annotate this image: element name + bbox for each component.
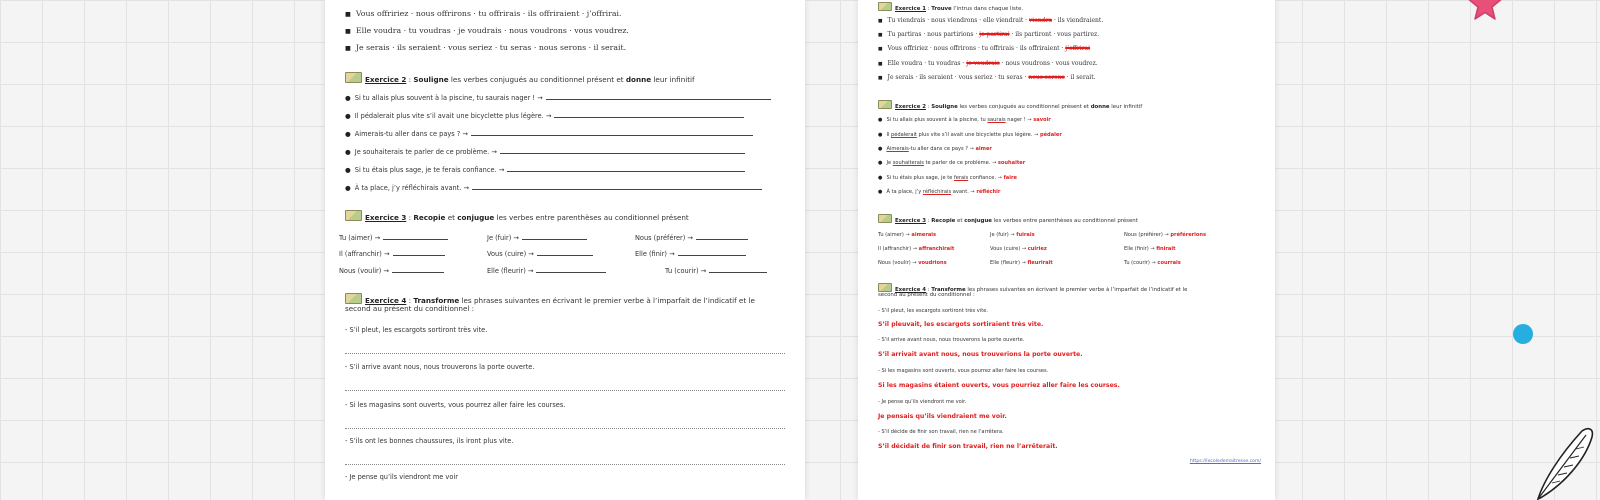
key-ex1-line: ■ Tu partiras · nous partirions · je partirai · ils partiront · vous partirez. (878, 31, 1099, 38)
answer-line[interactable] (507, 171, 745, 172)
ex4-sentence: - S’il pleut, les escargots sortiront très vite. (345, 326, 488, 334)
exercise-icon (878, 283, 892, 292)
key-ex4-question: - S’il arrive avant nous, nous trouverons la porte ouverte. (878, 337, 1025, 343)
key-ex4-question: - Je pense qu’ils viendront me voir. (878, 399, 967, 405)
ex4-sentence: - Si les magasins sont ouverts, vous pourrez aller faire les courses. (345, 401, 566, 409)
key-ex3-item: Tu (aimer) → aimerais (878, 232, 937, 238)
key-ex1-line: ■ Je serais · ils seraient · vous seriez · tu seras · nous serons · il serait. (878, 74, 1096, 81)
key-ex4-answer: S’il décidait de finir son travail, rien ne l’arrêterait. (878, 443, 1058, 450)
ex4-sentence: - S’ils ont les bonnes chaussures, ils iront plus vite. (345, 437, 514, 445)
ex3-item: Tu (aimer) → (339, 234, 448, 242)
key-ex1-line: ■ Vous offririez · nous offrirons · tu offrirais · ils offriraient · j’offrirai (878, 45, 1090, 52)
ex4-heading: Exercice 4 : Transforme les phrases suivantes en écrivant le premier verbe à l’imparfait de l’indicatif et le (345, 293, 755, 305)
key-ex4-answer: S’il arrivait avant nous, nous trouverions la porte ouverte. (878, 351, 1083, 358)
answer-line[interactable] (709, 272, 767, 273)
ex2-heading: Exercice 2 : Souligne les verbes conjugués au conditionnel présent et donne leur infinitif (345, 72, 695, 84)
ex2-sentence: ● Il pédalerait plus vite s’il avait une bicyclette plus légère. → (345, 112, 744, 120)
ex2-sentence: ● Aimerais-tu aller dans ce pays ? → (345, 130, 753, 138)
answer-line[interactable] (678, 255, 746, 256)
ex2-sentence: ● À ta place, j’y réfléchirais avant. → (345, 184, 762, 192)
ex4-sentence: - Je pense qu’ils viendront me voir (345, 473, 458, 481)
key-ex4-question: - S’il pleut, les escargots sortiront très vite. (878, 308, 988, 314)
ex1-line-4: ■ Elle voudra · tu voudras · je voudrais · nous voudrons · vous voudrez. (345, 26, 629, 35)
answer-rule[interactable] (345, 353, 785, 354)
ex1-line-5: ■ Je serais · ils seraient · vous seriez · tu seras · nous serons · il serait. (345, 43, 626, 52)
answer-line[interactable] (696, 239, 748, 240)
key-ex1-line: ■ Tu viendrais · nous viendrons · elle viendrait · viendra · ils viendraient. (878, 17, 1103, 24)
answer-line[interactable] (537, 255, 593, 256)
ex1-line-3: ■ Vous offririez · nous offrirons · tu offrirais · ils offriraient · j’offrirai. (345, 9, 621, 18)
key-ex1-heading: Exercice 1 : Trouve l’intrus dans chaque liste. (878, 2, 1023, 12)
answer-line[interactable] (546, 99, 771, 100)
ex2-sentence: ● Je souhaiterais te parler de ce problème. → (345, 148, 745, 156)
answer-line[interactable] (536, 272, 606, 273)
answer-rule[interactable] (345, 464, 785, 465)
key-ex2-line: ● Si tu allais plus souvent à la piscine, tu saurais nager ! → savoir (878, 117, 1051, 123)
key-ex3-heading: Exercice 3 : Recopie et conjugue les verbes entre parenthèses au conditionnel présent (878, 214, 1138, 224)
answer-line[interactable] (472, 189, 762, 190)
ex2-sentence: ● Si tu étais plus sage, je te ferais confiance. → (345, 166, 745, 174)
ex3-item: Il (affranchir) → (339, 250, 445, 258)
key-ex2-heading: Exercice 2 : Souligne les verbes conjugués au conditionnel présent et donne leur infinitif (878, 100, 1142, 110)
source-link[interactable]: https://lecoledemaitresse.com/ (1189, 459, 1261, 464)
worksheet-answer-key (858, 0, 1275, 500)
key-ex2-line: ● À ta place, j’y réfléchirais avant. → réfléchir (878, 189, 1000, 195)
key-ex3-item: Nous (voulir) → voudrions (878, 260, 947, 266)
ex3-item: Tu (courir) → (665, 267, 767, 275)
ex3-item: Elle (fleurir) → (487, 267, 606, 275)
answer-line[interactable] (392, 272, 444, 273)
key-ex4-heading-line2: second au présent du conditionnel : (878, 292, 975, 298)
answer-line[interactable] (554, 117, 744, 118)
key-ex4-answer: Je pensais qu’ils viendraient me voir. (878, 413, 1007, 420)
feather-icon (1530, 425, 1600, 500)
key-ex3-item: Vous (cuire) → cuiriez (990, 246, 1047, 252)
key-ex2-line: ● Si tu étais plus sage, je te ferais confiance. → faire (878, 175, 1017, 181)
key-ex4-question: - Si les magasins sont ouverts, vous pourrez aller faire les courses. (878, 368, 1049, 374)
key-ex3-item: Il (affranchir) → affranchirait (878, 246, 955, 252)
answer-rule[interactable] (345, 428, 785, 429)
key-ex2-line: ● Il pédalerait plus vite s’il avait une bicyclette plus légère. → pédaler (878, 132, 1062, 138)
ex3-item: Elle (finir) → (635, 250, 746, 258)
ex4-heading-line2: second au présent du conditionnel : (345, 304, 475, 313)
ex3-item: Nous (préférer) → (635, 234, 748, 242)
answer-rule[interactable] (345, 390, 785, 391)
key-ex2-line: ● Aimerais-tu aller dans ce pays ? → aimer (878, 146, 992, 152)
key-ex3-item: Tu (courir) → courrais (1124, 260, 1181, 266)
answer-line[interactable] (500, 153, 745, 154)
exercise-icon (345, 210, 362, 221)
answer-line[interactable] (471, 135, 753, 136)
key-ex4-answer: S’il pleuvait, les escargots sortiraient très vite. (878, 321, 1044, 328)
ex3-heading: Exercice 3 : Recopie et conjugue les verbes entre parenthèses au conditionnel présent (345, 210, 689, 222)
exercise-icon (345, 72, 362, 83)
ex2-sentence: ● Si tu allais plus souvent à la piscine, tu saurais nager ! → (345, 94, 771, 102)
answer-line[interactable] (393, 255, 445, 256)
worksheet-exercises (325, 0, 805, 500)
ex3-item: Nous (voulir) → (339, 267, 444, 275)
key-ex3-item: Elle (finir) → finirait (1124, 246, 1176, 252)
key-ex4-question: - S’il décide de finir son travail, rien ne l’arrêtera. (878, 429, 1004, 435)
key-ex4-answer: Si les magasins étaient ouverts, vous pourriez aller faire les courses. (878, 382, 1120, 389)
star-icon (1467, 0, 1503, 22)
ex4-sentence: - S’il arrive avant nous, nous trouverons la porte ouverte. (345, 363, 535, 371)
exercise-icon (878, 2, 892, 11)
key-ex1-line: ■ Elle voudra · tu voudras · je voudrais · nous voudrons · vous voudrez. (878, 60, 1098, 67)
ex3-item: Je (fuir) → (487, 234, 587, 242)
exercise-icon (878, 214, 892, 223)
key-ex4-heading: Exercice 4 : Transforme les phrases suivantes en écrivant le premier verbe à l’imparfait de l’indicatif et le (878, 283, 1187, 293)
dot-icon (1513, 324, 1533, 344)
answer-line[interactable] (522, 239, 587, 240)
key-ex2-line: ● Je souhaiterais te parler de ce problème. → souhaiter (878, 160, 1025, 166)
exercise-icon (345, 293, 362, 304)
key-ex3-item: Elle (fleurir) → fleurirait (990, 260, 1053, 266)
key-ex3-item: Nous (préférer) → préférerions (1124, 232, 1207, 238)
ex3-item: Vous (cuire) → (487, 250, 593, 258)
key-ex3-item: Je (fuir) → fuirais (990, 232, 1035, 238)
exercise-icon (878, 100, 892, 109)
answer-line[interactable] (383, 239, 448, 240)
